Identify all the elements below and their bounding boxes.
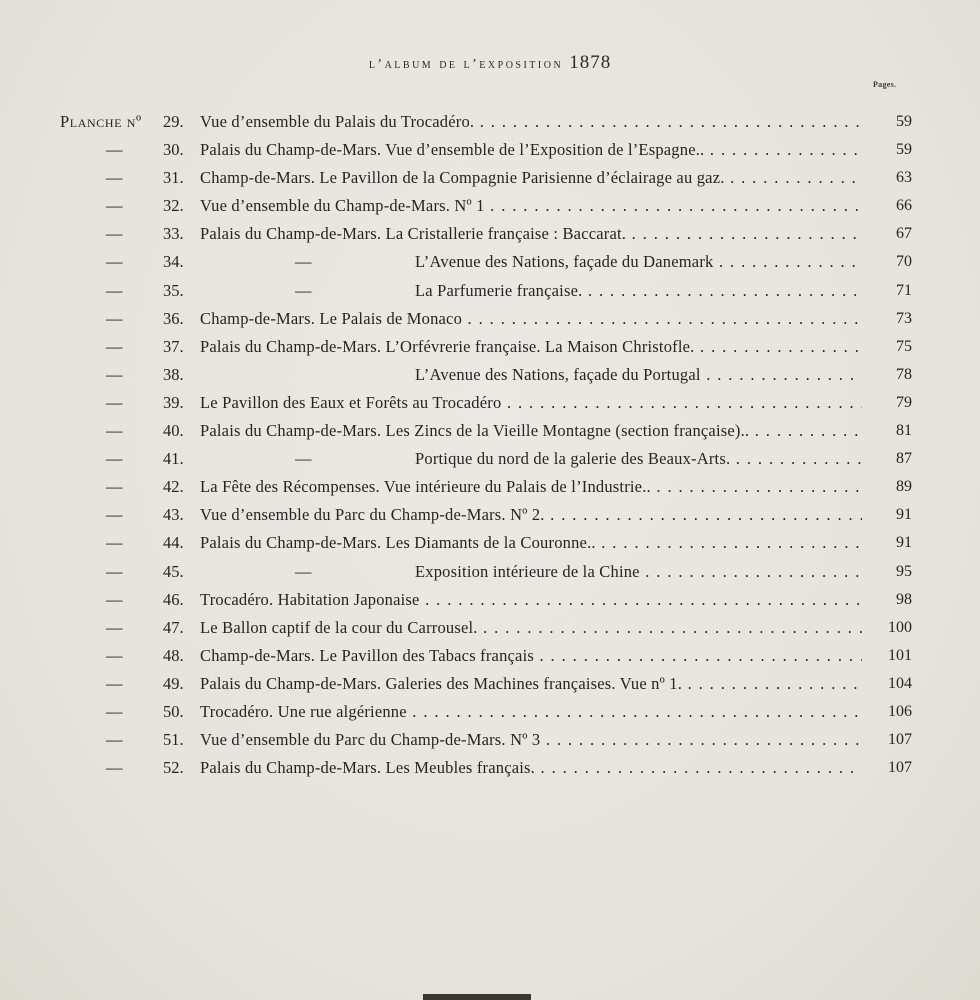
toc-row <box>0 754 980 782</box>
plate-number: 33. <box>163 224 184 244</box>
plate-title-text: Le Pavillon des Eaux et Forêts au Trocadéro <box>200 392 502 412</box>
plate-title-text: Champ-de-Mars. Le Pavillon de la Compagnie Parisienne d’éclairage au gaz. <box>200 168 725 188</box>
page-number: 101 <box>888 646 912 664</box>
plate-title-text: Le Ballon captif de la cour du Carrousel. <box>200 617 478 637</box>
plate-title <box>200 473 862 501</box>
plate-title-text: Vue d’ensemble du Palais du Trocadéro. <box>200 112 475 131</box>
page-number: 70 <box>896 253 912 271</box>
toc-row <box>0 164 980 192</box>
page-number: 91 <box>896 534 912 552</box>
plate-title-text: Champ-de-Mars. Le Palais de Monaco <box>200 308 463 328</box>
page-number: 104 <box>888 674 912 692</box>
page-number: 106 <box>888 702 912 720</box>
page-number: 107 <box>888 759 912 777</box>
page-number: 63 <box>896 169 912 187</box>
row-ditto-dash: — <box>106 140 123 160</box>
plate-title-text: Trocadéro. Une rue algérienne <box>200 701 407 721</box>
plate-number: 34. <box>163 252 184 272</box>
toc-row <box>0 698 980 726</box>
plate-title <box>200 277 862 305</box>
plate-number: 49. <box>163 673 184 693</box>
plate-title-text: Palais du Champ-de-Mars. Vue d’ensemble de l’Exposition de l’Espagne.. <box>200 140 705 160</box>
page-number: 79 <box>896 393 912 411</box>
toc-row <box>0 726 980 754</box>
plate-number: 32. <box>163 196 184 216</box>
toc-row <box>0 473 980 501</box>
page-number: 107 <box>888 731 912 749</box>
row-ditto-dash: — <box>106 617 123 637</box>
plate-title-text: Trocadéro. Habitation Japonaise <box>200 589 420 609</box>
plate-title <box>200 305 862 333</box>
page-number: 100 <box>888 618 912 636</box>
plate-title-text: L’Avenue des Nations, façade du Danemark <box>415 252 714 272</box>
page-number: 78 <box>896 365 912 383</box>
row-ditto-dash: — <box>106 701 123 721</box>
page-number: 59 <box>896 141 912 159</box>
footer-ornament <box>423 994 531 1000</box>
plate-title <box>200 501 862 529</box>
page-number: 59 <box>896 113 912 130</box>
toc-row <box>0 136 980 164</box>
toc-row <box>0 389 980 417</box>
plate-title <box>200 248 862 276</box>
plate-number: 42. <box>163 477 184 497</box>
table-of-contents <box>0 108 980 782</box>
plate-title <box>200 389 862 417</box>
toc-row <box>0 642 980 670</box>
row-ditto-dash: — <box>106 673 123 693</box>
page-number: 75 <box>896 337 912 355</box>
page-number: 73 <box>896 309 912 327</box>
row-ditto-dash: — <box>106 280 123 300</box>
plate-number: 46. <box>163 589 184 609</box>
plate-number: 48. <box>163 645 184 665</box>
toc-row <box>0 670 980 698</box>
toc-row <box>0 305 980 333</box>
plate-title <box>200 670 862 698</box>
row-ditto-dash: — <box>106 533 123 553</box>
row-ditto-dash: — <box>106 336 123 356</box>
plate-title <box>200 445 862 473</box>
toc-row <box>0 529 980 557</box>
plate-title <box>200 220 862 248</box>
plate-title-text: La Fête des Récompenses. Vue intérieure du Palais de l’Industrie.. <box>200 477 651 497</box>
plate-title <box>200 108 862 136</box>
pages-column-label: Pages. <box>873 80 897 89</box>
plate-title <box>200 614 862 642</box>
plate-number: 35. <box>163 280 184 300</box>
plate-number: 39. <box>163 392 184 412</box>
row-ditto-dash: — <box>106 730 123 750</box>
toc-row <box>0 361 980 389</box>
row-ditto-dash: — <box>106 196 123 216</box>
row-ditto-dash: — <box>106 421 123 441</box>
plate-number: 52. <box>163 758 184 778</box>
plate-number: 41. <box>163 449 184 469</box>
row-ditto-dash: — <box>106 449 123 469</box>
page-number: 89 <box>896 478 912 496</box>
row-ditto-dash: — <box>106 589 123 609</box>
page-number: 67 <box>896 225 912 243</box>
running-head-text: l’album de l’exposition <box>368 57 564 72</box>
plate-title-text: Palais du Champ-de-Mars. Les Diamants de la Couronne.. <box>200 533 596 553</box>
plate-number: 50. <box>163 701 184 721</box>
plate-title-text: La Parfumerie française. <box>415 280 583 300</box>
plate-title-text: Vue d’ensemble du Parc du Champ-de-Mars. Nº 3 <box>200 730 541 750</box>
page-number: 95 <box>896 562 912 580</box>
plate-title <box>200 136 862 164</box>
plate-title-text: Palais du Champ-de-Mars. L’Orfévrerie française. La Maison Christofle. <box>200 336 695 356</box>
row-ditto-dash: — <box>106 758 123 778</box>
plate-title <box>200 586 862 614</box>
row-ditto-dash: — <box>106 505 123 525</box>
row-ditto-dash: — <box>106 392 123 412</box>
ditto-mark: — <box>295 449 312 469</box>
toc-row <box>0 417 980 445</box>
row-ditto-dash: — <box>106 364 123 384</box>
page-number: 81 <box>896 422 912 440</box>
ditto-mark: — <box>295 252 312 272</box>
row-ditto-dash: — <box>106 561 123 581</box>
plate-title <box>200 642 862 670</box>
plate-title <box>200 726 862 754</box>
plate-title-text: Palais du Champ-de-Mars. La Cristallerie française : Baccarat. <box>200 224 627 244</box>
plate-title <box>200 333 862 361</box>
plate-title <box>200 529 862 557</box>
page-number: 98 <box>896 590 912 608</box>
plate-title-text: Exposition intérieure de la Chine <box>415 561 640 581</box>
row-ditto-dash: — <box>106 477 123 497</box>
toc-row <box>0 333 980 361</box>
toc-row <box>0 558 980 586</box>
page-number: 87 <box>896 450 912 468</box>
plate-title <box>200 192 862 220</box>
plate-number: 47. <box>163 617 184 637</box>
toc-row <box>0 248 980 276</box>
row-ditto-dash: — <box>106 168 123 188</box>
plate-title <box>200 558 862 586</box>
plate-title-text: Vue d’ensemble du Parc du Champ-de-Mars. Nº 2. <box>200 505 545 525</box>
row-ditto-dash: — <box>106 308 123 328</box>
plate-title <box>200 361 862 389</box>
plate-title-text: Palais du Champ-de-Mars. Les Zincs de la Vieille Montagne (section française).. <box>200 421 750 441</box>
plate-number: 29. <box>163 112 184 131</box>
plate-number: 44. <box>163 533 184 553</box>
plate-title-text: Champ-de-Mars. Le Pavillon des Tabacs français <box>200 645 534 665</box>
toc-row <box>0 445 980 473</box>
page-number: 91 <box>896 506 912 524</box>
ditto-mark: — <box>295 280 312 300</box>
plate-number: 40. <box>163 421 184 441</box>
plate-title <box>200 417 862 445</box>
toc-row <box>0 586 980 614</box>
plate-title-text: Vue d’ensemble du Champ-de-Mars. Nº 1 <box>200 196 485 216</box>
running-head-year: 1878 <box>569 52 612 73</box>
plate-number: 43. <box>163 505 184 525</box>
plate-number: 37. <box>163 336 184 356</box>
page-number: 71 <box>896 281 912 299</box>
toc-row <box>0 614 980 642</box>
plate-title-text: Portique du nord de la galerie des Beaux-Arts. <box>415 449 731 469</box>
toc-row <box>0 277 980 305</box>
toc-row <box>0 220 980 248</box>
row-ditto-dash: — <box>106 645 123 665</box>
plate-title-text: L’Avenue des Nations, façade du Portugal <box>415 364 701 384</box>
running-head <box>0 52 980 74</box>
plate-title-text: Palais du Champ-de-Mars. Galeries des Machines françaises. Vue nº 1. <box>200 673 683 693</box>
plate-number: 36. <box>163 308 184 328</box>
plate-title <box>200 754 862 782</box>
plate-title <box>200 164 862 192</box>
toc-row <box>0 501 980 529</box>
plate-title <box>200 698 862 726</box>
toc-row <box>0 108 980 136</box>
plate-number: 51. <box>163 730 184 750</box>
toc-row <box>0 192 980 220</box>
plate-title-text: Palais du Champ-de-Mars. Les Meubles français. <box>200 758 535 778</box>
row-ditto-dash: — <box>106 252 123 272</box>
plate-label: Planche nº <box>60 112 142 131</box>
plate-number: 31. <box>163 168 184 188</box>
plate-number: 38. <box>163 364 184 384</box>
plate-number: 30. <box>163 140 184 160</box>
page-number: 66 <box>896 197 912 215</box>
plate-number: 45. <box>163 561 184 581</box>
ditto-mark: — <box>295 561 312 581</box>
row-ditto-dash: — <box>106 224 123 244</box>
